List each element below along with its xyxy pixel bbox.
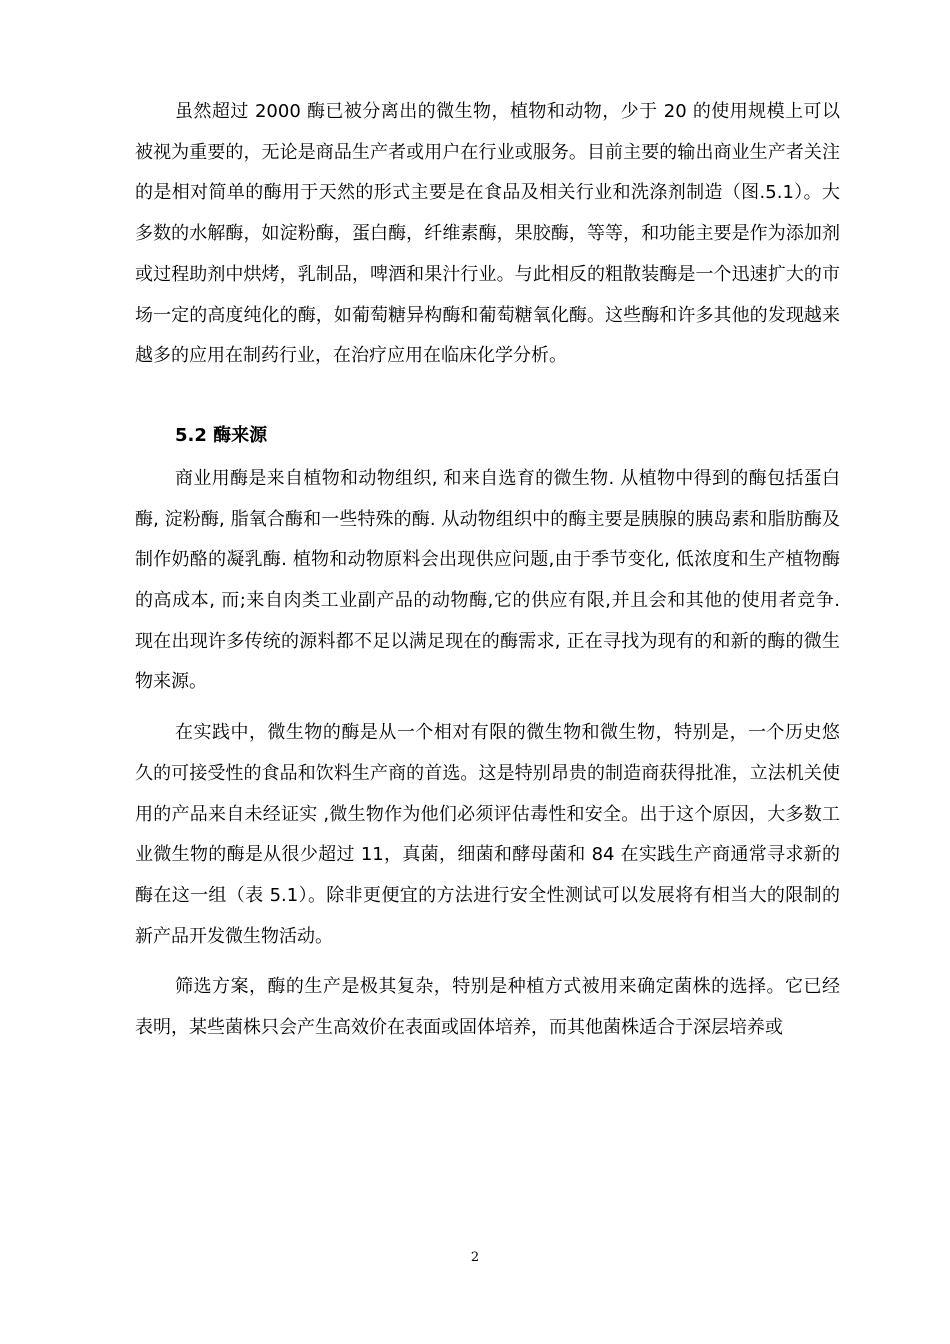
document-body [135, 92, 840, 1049]
paragraph-screening: 筛选方案，酶的生产是极其复杂，特别是种植方式被用来确定菌株的选择。它已经表明，某些菌株只会产生高效价在表面或固体培养，而其他菌株适合于深层培养或 [135, 976, 840, 1039]
paragraph-microbial-enzymes: 在实践中，微生物的酶是从一个相对有限的微生物和微生物，特别是，一个历史悠久的可接受性的食品和饮料生产商的首选。这是特别昂贵的制造商获得批准，立法机关使用的产品来自未经证实 ,微生物作为他们必须评估毒性和安全。出于这个原因，大多数工业微生物的酶是从很少超过 11，真菌，细菌和酵母菌和 84 在实践生产商通常寻求新的酶在这一组（表 5.1）。除非更便宜的方法进行安全性测试可以发展将有相当大的限制的新产品开发微生物活动。 [135, 722, 840, 947]
paragraph-enzyme-sources: 商业用酶是来自植物和动物组织, 和来自选育的微生物. 从植物中得到的酶包括蛋白酶, 淀粉酶, 脂氧合酶和一些特殊的酶. 从动物组织中的酶主要是胰腺的胰岛素和脂肪酶及制作奶酪的凝乳酶. 植物和动物原料会出现供应问题,由于季节变化, 低浓度和生产植物酶的高成本, 而;来自肉类工业副产品的动物酶,它的供应有限,并且会和其他的使用者竞争. 现在出现许多传统的源料都不足以满足现在的酶需求, 正在寻找为现有的和新的酶的微生物来源。 [135, 467, 840, 693]
paragraph-intro: 虽然超过 2000 酶已被分离出的微生物，植物和动物，少于 20 的使用规模上可以被视为重要的，无论是商品生产者或用户在行业或服务。目前主要的输出商业生产者关注的是相对简单的酶用于天然的形式主要是在食品及相关行业和洗涤剂制造（图.5.1）。大多数的水解酶，如淀粉酶，蛋白酶，纤维素酶，果胶酶，等等，和功能主要是作为添加剂或过程助剂中烘烤，乳制品，啤酒和果汁行业。与此相反的粗散装酶是一个迅速扩大的市场一定的高度纯化的酶，如葡萄糖异构酶和葡萄糖氧化酶。这些酶和许多其他的发现越来越多的应用在制药行业，在治疗应用在临床化学分析。 [135, 101, 840, 367]
page-number: 2 [470, 1250, 480, 1265]
section-heading: 5.2 酶来源 [175, 424, 268, 446]
